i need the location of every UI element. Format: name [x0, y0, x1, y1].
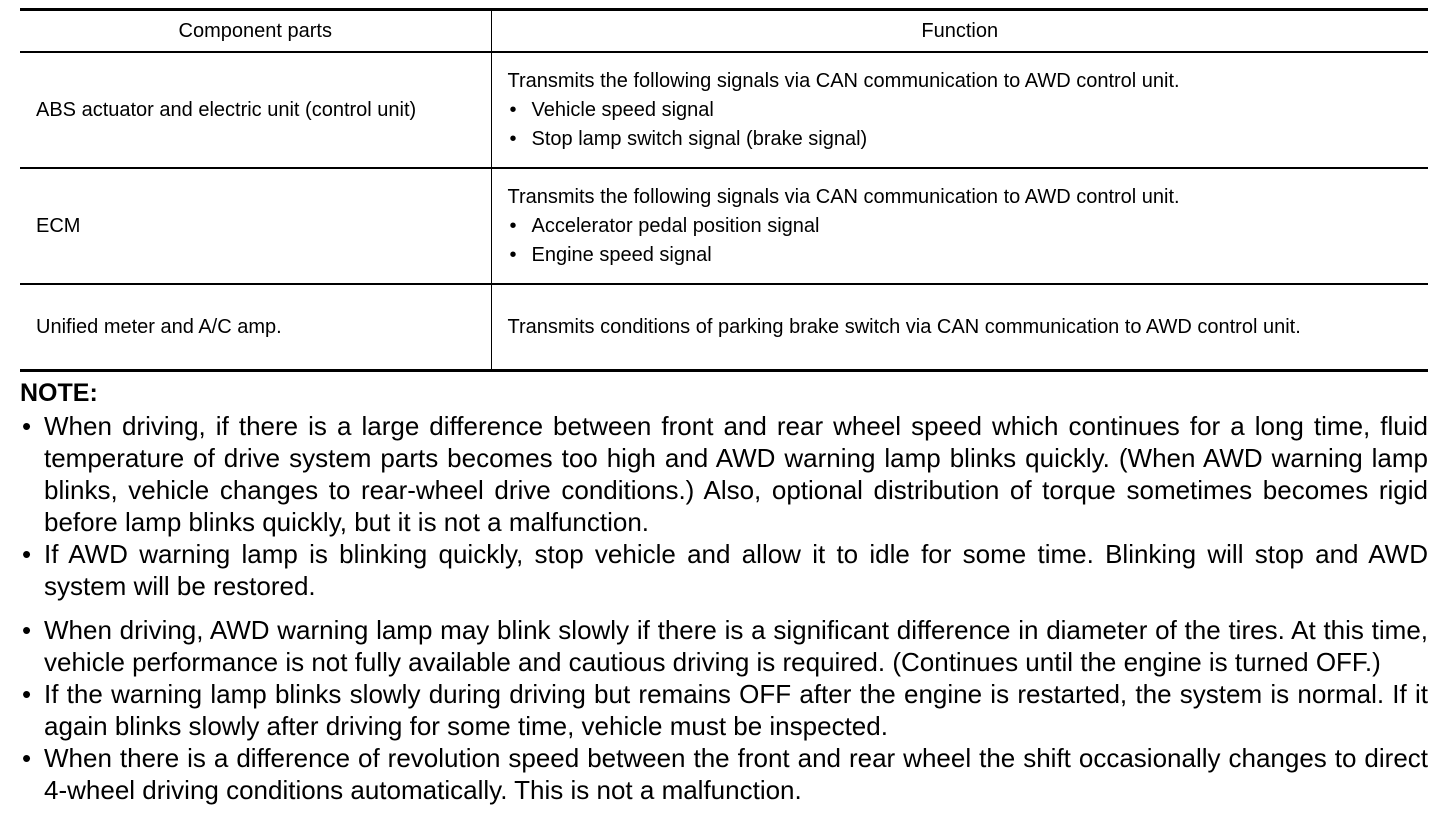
table-row — [20, 284, 1428, 371]
table-row — [20, 52, 1428, 168]
function-cell — [491, 52, 1428, 168]
note-item: • When driving, AWD warning lamp may blink slowly if there is a significant difference in diameter of the tires. At this time, vehicle performance is not fully available and cautious driving is required. (Continues until the engine is turned OFF.) — [20, 614, 1428, 678]
function-text: Transmits the following signals via CAN communication to AWD control unit. — [507, 185, 1180, 208]
component-part-cell: Unified meter and A/C amp. — [20, 284, 491, 371]
table-header-row — [20, 10, 1428, 53]
function-cell — [491, 168, 1428, 284]
note-section — [20, 376, 1428, 806]
function-text: Transmits conditions of parking brake switch via CAN communication to AWD control unit. — [507, 315, 1301, 338]
note-list — [20, 410, 1428, 806]
component-function-table — [20, 8, 1428, 372]
header-component-parts: Component parts — [20, 10, 491, 53]
note-item: • When there is a difference of revolution speed between the front and rear wheel the shift occasionally changes to direct 4-wheel driving conditions automatically. This is not a malfunction. — [20, 742, 1428, 806]
component-part-cell: ECM — [20, 168, 491, 284]
component-part-cell: ABS actuator and electric unit (control unit) — [20, 52, 491, 168]
document-page — [20, 8, 1428, 806]
note-item: • When driving, if there is a large difference between front and rear wheel speed which continues for a long time, fluid temperature of drive system parts becomes too high and AWD warning lamp blinks quickly. (When AWD warning lamp blinks, vehicle changes to rear-wheel drive conditions.) Also, optional distribution of torque sometimes becomes rigid before lamp blinks quickly, but it is not a malfunction. — [20, 410, 1428, 538]
note-item: • If AWD warning lamp is blinking quickly, stop vehicle and allow it to idle for some time. Blinking will stop and AWD system will be restored. — [20, 538, 1428, 602]
function-bullet-item: • Vehicle speed signal — [508, 96, 1429, 125]
function-cell — [491, 284, 1428, 371]
function-bullet-item: • Engine speed signal — [508, 241, 1429, 270]
function-bullet-item: • Stop lamp switch signal (brake signal) — [508, 125, 1429, 154]
table-row — [20, 168, 1428, 284]
function-text: Transmits the following signals via CAN communication to AWD control unit. — [507, 69, 1180, 92]
note-item: • If the warning lamp blinks slowly during driving but remains OFF after the engine is restarted, the system is normal. If it again blinks slowly after driving for some time, vehicle must be inspected. — [20, 678, 1428, 742]
function-bullet-item: • Accelerator pedal position signal — [508, 212, 1429, 241]
header-function: Function — [491, 10, 1428, 53]
note-title: NOTE: — [20, 379, 98, 407]
